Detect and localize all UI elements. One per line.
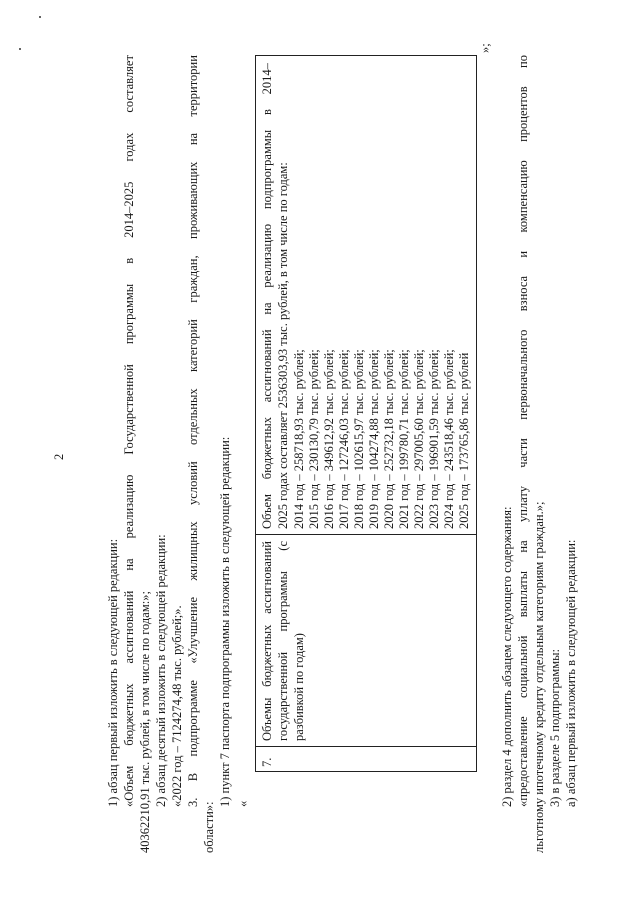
word: территории	[186, 55, 200, 117]
word: бюджетных	[122, 683, 136, 746]
paragraph-social-payment-cont: льготному ипотечному кредиту отдельным категориям граждан.»;	[532, 501, 546, 853]
word: отдельных	[186, 388, 200, 445]
word: проживающих	[186, 161, 200, 239]
paragraph-2022-amount: «2022 год – 7124274,48 тыс. рублей;».	[170, 605, 184, 807]
table-year-line: 2016 год – 349612,92 тыс. рублей;	[322, 349, 336, 529]
word: В	[186, 772, 200, 782]
table-year-line: 2017 год – 127246,03 тыс. рублей;	[337, 349, 351, 529]
word: (с	[276, 541, 290, 551]
word: «предоставление	[516, 716, 530, 807]
table-year-line: 2023 год – 196901,59 тыс. рублей;	[427, 349, 441, 529]
paragraph-item-2: 2) абзац десятый изложить в следующей редакции:	[154, 534, 168, 807]
word: программы	[276, 571, 290, 632]
word: государственной	[276, 651, 290, 741]
word: бюджетных	[260, 624, 274, 687]
word: категорий	[186, 319, 200, 372]
paragraph-section-4: 2) раздел 4 дополнить абзацем следующего содержания:	[500, 506, 514, 807]
word: в	[122, 257, 136, 264]
word: на	[122, 558, 136, 571]
word: социальной	[516, 635, 530, 698]
table-year-line: 2022 год – 297005,60 тыс. рублей;	[412, 349, 426, 529]
word: 3.	[186, 797, 200, 807]
word: на	[516, 540, 530, 553]
word: и	[516, 250, 530, 258]
paragraph-budget-text	[122, 55, 137, 807]
paragraph-budget-text-cont: 40362210,91 тыс. рублей, в том числе по годам:»;	[138, 591, 152, 853]
table-year-line: 2024 год – 243518,46 тыс. рублей;	[442, 349, 456, 529]
word: ассигнований	[260, 329, 274, 403]
word: выплаты	[516, 570, 530, 618]
open-quote: «	[236, 800, 250, 807]
table-year-line: 2019 год – 104274,88 тыс. рублей;	[367, 349, 381, 529]
word: на	[186, 132, 200, 146]
word: Объем	[260, 494, 274, 529]
table-row-name: разбивкой по годам)	[292, 633, 306, 741]
table-row-name	[260, 541, 275, 741]
table-year-line: 2021 год – 199780,71 тыс. рублей;	[397, 349, 411, 529]
word: первоначального	[516, 329, 530, 420]
word: жилищных	[186, 521, 200, 581]
word: бюджетных	[260, 416, 274, 480]
table-value-intro	[260, 63, 275, 529]
word: подпрограммы	[260, 129, 274, 210]
word: граждан,	[186, 255, 200, 303]
word: на	[260, 302, 274, 315]
table-year-line: 2014 год – 258718,93 тыс. рублей;	[292, 349, 306, 529]
word: ассигнований	[260, 541, 274, 614]
word: годах	[122, 132, 136, 162]
word: компенсацию	[516, 160, 530, 233]
word: взноса	[516, 275, 530, 312]
table-row-number: 7.	[260, 757, 274, 767]
word: уплату	[516, 486, 530, 522]
table-value-intro-cont: 2025 годах составляет 2536303,93 тыс. рублей, в том числе по годам:	[276, 162, 290, 529]
word: 2014–2025	[122, 181, 136, 238]
page-number: 2	[52, 453, 66, 460]
close-quote: »;	[478, 43, 492, 53]
word: ассигнований	[122, 590, 136, 664]
passport-table	[255, 55, 477, 772]
table-divider	[256, 534, 476, 535]
paragraph-section-5: 3) в разделе 5 подпрограммы:	[548, 648, 562, 807]
word: 2014–	[260, 63, 274, 95]
word: реализацию	[260, 223, 274, 288]
word: «Улучшение	[186, 597, 200, 664]
word: подпрограмме	[186, 680, 200, 757]
table-divider	[256, 746, 476, 747]
word: «Объем	[122, 765, 136, 807]
word: по	[516, 55, 530, 68]
paragraph-first-abzac: а) абзац первый изложить в следующей редакции:	[564, 539, 578, 807]
table-year-line: 2015 год – 230130,79 тыс. рублей;	[307, 349, 321, 529]
table-year-line: 2025 год – 173765,86 тыс. рублей	[457, 352, 471, 529]
table-year-line: 2018 год – 102615,97 тыс. рублей;	[352, 349, 366, 529]
paragraph-item-passport: 1) пункт 7 паспорта подпрограммы изложить в следующей редакции:	[218, 436, 232, 807]
word: программы	[122, 283, 136, 345]
word: в	[260, 109, 274, 116]
table-row-name	[276, 541, 291, 741]
word: реализацию	[122, 474, 136, 539]
paragraph-social-payment	[516, 55, 531, 807]
paragraph-subprogram-cont: области»:	[202, 801, 216, 853]
table-year-line: 2020 год – 252732,18 тыс. рублей;	[382, 349, 396, 529]
word: составляет	[122, 55, 136, 113]
word: процентов	[516, 86, 530, 142]
word: части	[516, 438, 530, 468]
word: Государственной	[122, 364, 136, 455]
word: условий	[186, 461, 200, 505]
paragraph-item-1: 1) абзац первый изложить в следующей редакции:	[106, 538, 120, 807]
paragraph-subprogram	[186, 55, 201, 807]
word: Объемы	[260, 697, 274, 741]
